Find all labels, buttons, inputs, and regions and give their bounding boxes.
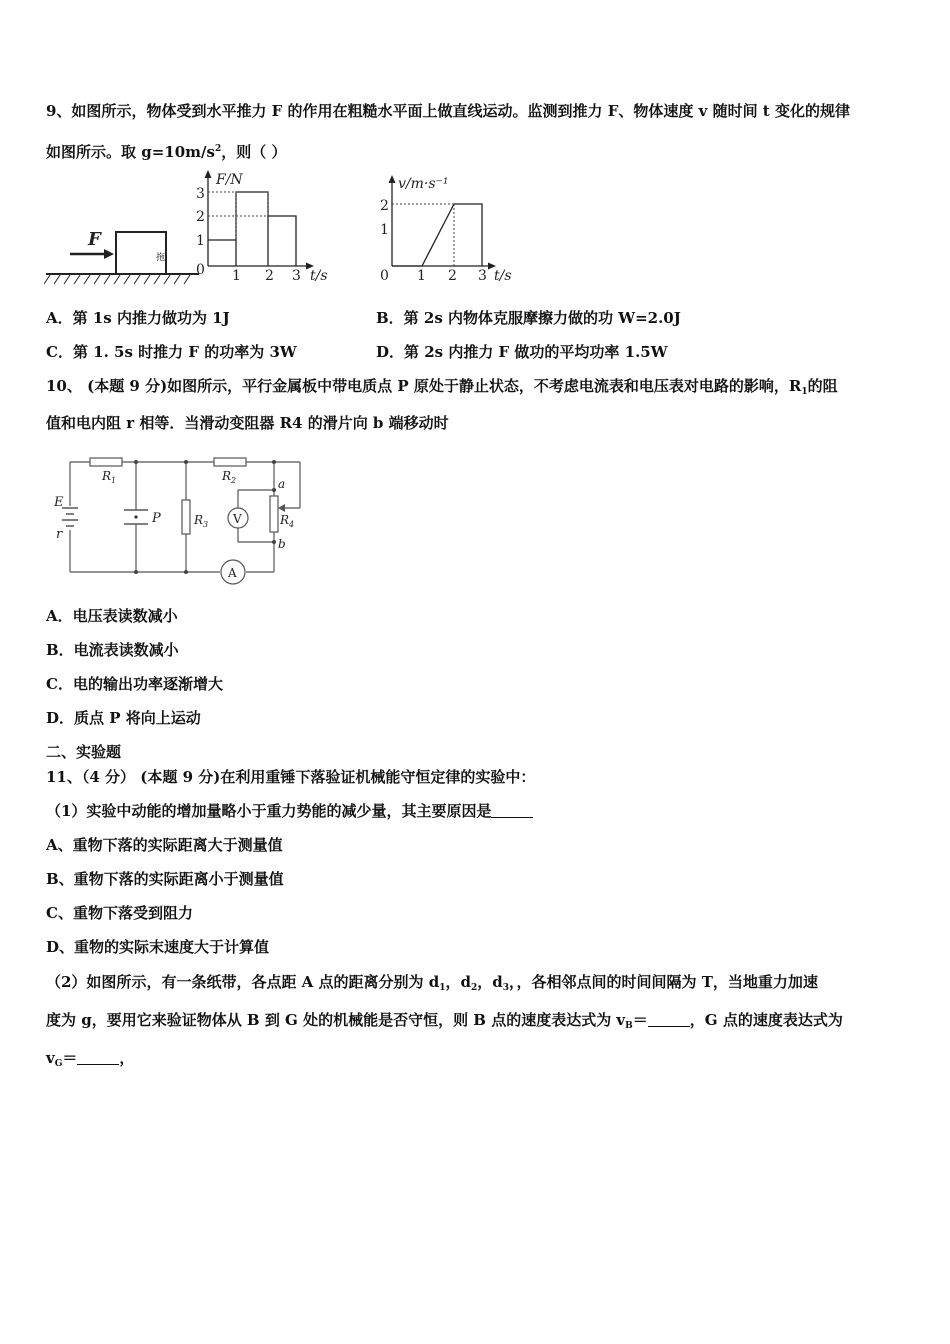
ammeter-label: A [228,566,237,580]
q10-option-a: A．电压表读数减小 [46,607,178,625]
f-tick-2: 2 [196,209,205,225]
d3-text: ，d [477,973,503,991]
d2-sub: 2 [471,983,478,993]
emf-label: E [54,495,64,510]
vb-blank[interactable] [648,1012,690,1027]
block-label: 拖 [156,253,166,263]
graph-f-ylabel: F/N [216,172,243,188]
q11-option-d: D、重物的实际末速度大于计算值 [46,938,270,956]
q10-stem-line2: 值和电内阻 r 相等．当滑动变阻器 R4 的滑片向 b 端移动时 [46,414,449,432]
q10-stem-line1 [46,376,838,402]
q11-part2-text4: ，G 点的速度表达式为 [689,1011,843,1029]
q10-stem-sub: 1 [801,387,808,397]
q11-part2-text2: ，，各相邻点间的时间间隔为 T，当地重力加速 [509,973,818,991]
f-xtick-2: 2 [265,268,274,284]
q10-circuit-diagram [48,452,310,586]
v-xlabel: t/s [494,268,512,284]
v-xtick-3: 3 [478,268,487,284]
vg-eq: ＝ [62,1049,78,1067]
d3-sub: 3 [502,983,510,993]
internal-r-label: r [56,527,63,542]
graph-v-ylabel: v/m·s⁻¹ [398,176,449,192]
f-tick-3: 3 [196,186,205,202]
v-xtick-2: 2 [448,268,457,284]
r4-label: $R_4$ [280,513,295,529]
f-tick-0: 0 [196,262,205,278]
resistor-r4 [270,496,278,532]
v-tick-0: 0 [380,268,389,284]
v-tick-2: 2 [380,198,389,214]
q11-part2-end: ， [119,1049,135,1067]
voltmeter-label: V [233,512,242,526]
q9-option-d: D．第 2s 内推力 F 做功的平均功率 1.5W [376,343,668,361]
r3-label: $R_3$ [194,513,209,529]
q11-part1-blank[interactable] [491,803,533,818]
q11-option-b: B、重物下落的实际距离小于测量值 [46,870,284,888]
section-title: 二、实验题 [46,743,122,761]
q11-option-a: A、重物下落的实际距离大于测量值 [46,836,283,854]
f-tick-1: 1 [196,233,205,249]
v-xtick-1: 1 [417,268,426,284]
q10-stem-text: 10、 (本题 9 分)如图所示，平行金属板中带电质点 P 原处于静止状态，不考虑电流表和电压表对电路的影响，R [46,377,802,395]
charged-particle-p [134,515,137,518]
resistor-r1 [90,458,122,466]
f-xlabel: t/s [310,268,328,284]
q9-velocity-time-graph [376,170,536,288]
v-tick-1: 1 [380,222,389,238]
q9-stem-line1: 9、如图所示，物体受到水平推力 F 的作用在粗糙水平面上做直线运动。监测到推力 F、物体速度 v 随时间 t 变化的规律 [46,102,850,120]
r2-label: $R_2$ [222,469,237,485]
q9-stem-tail: ，则（ ） [221,143,287,161]
q9-option-a: A．第 1s 内推力做功为 1J [46,309,230,327]
q9-stem-text: 如图所示。取 g=10m/s [46,143,215,161]
q9-option-b: B．第 2s 内物体克服摩擦力做的功 W=2.0J [376,309,681,327]
q10-option-b: B．电流表读数减小 [46,641,179,659]
resistor-r2 [214,458,246,466]
d2-text: ，d [445,973,471,991]
q9-stem-line2 [46,139,286,162]
q11-part1 [46,801,533,821]
q11-option-c: C、重物下落受到阻力 [46,904,193,922]
q11-part1-text: （1）实验中动能的增加量略小于重力势能的减少量，其主要原因是 [46,802,492,820]
d1-sub: 1 [439,983,446,993]
q11-stem: 11、（4 分） (本题 9 分)在利用重锤下落验证机械能守恒定律的实验中： [46,768,536,786]
q9-option-c: C．第 1. 5s 时推力 F 的功率为 3W [46,343,297,361]
force-label: F [88,229,101,250]
q11-part2-line2 [46,1010,843,1036]
vg-blank[interactable] [77,1050,119,1065]
q10-option-d: D．质点 P 将向上运动 [46,709,201,727]
f-xtick-3: 3 [292,268,301,284]
terminal-b-label: b [278,537,286,551]
q9-stem-sup: 2 [214,144,222,154]
q11-part2-line1 [46,972,818,998]
vg-sub: G [54,1059,63,1069]
resistor-r3 [182,500,190,534]
q11-part2-text1: （2）如图所示，有一条纸带，各点距 A 点的距离分别为 d [46,973,440,991]
vb-eq: ＝ [632,1011,648,1029]
f-xtick-1: 1 [232,268,241,284]
r1-label: $R_1$ [102,469,117,485]
vb-sub: B [625,1021,633,1031]
q10-stem-tail: 的阻 [807,377,838,395]
terminal-a-label: a [278,477,286,491]
p-label: P [152,511,161,526]
vg-text: v [46,1049,55,1067]
q9-force-time-graph [186,166,346,286]
q11-part2-line3 [46,1048,134,1074]
q9-block-figure [44,218,204,290]
q11-part2-text3: 度为 g，要用它来验证物体从 B 到 G 处的机械能是否守恒，则 B 点的速度表达式为 v [46,1011,626,1029]
q10-option-c: C．电的输出功率逐渐增大 [46,675,223,693]
